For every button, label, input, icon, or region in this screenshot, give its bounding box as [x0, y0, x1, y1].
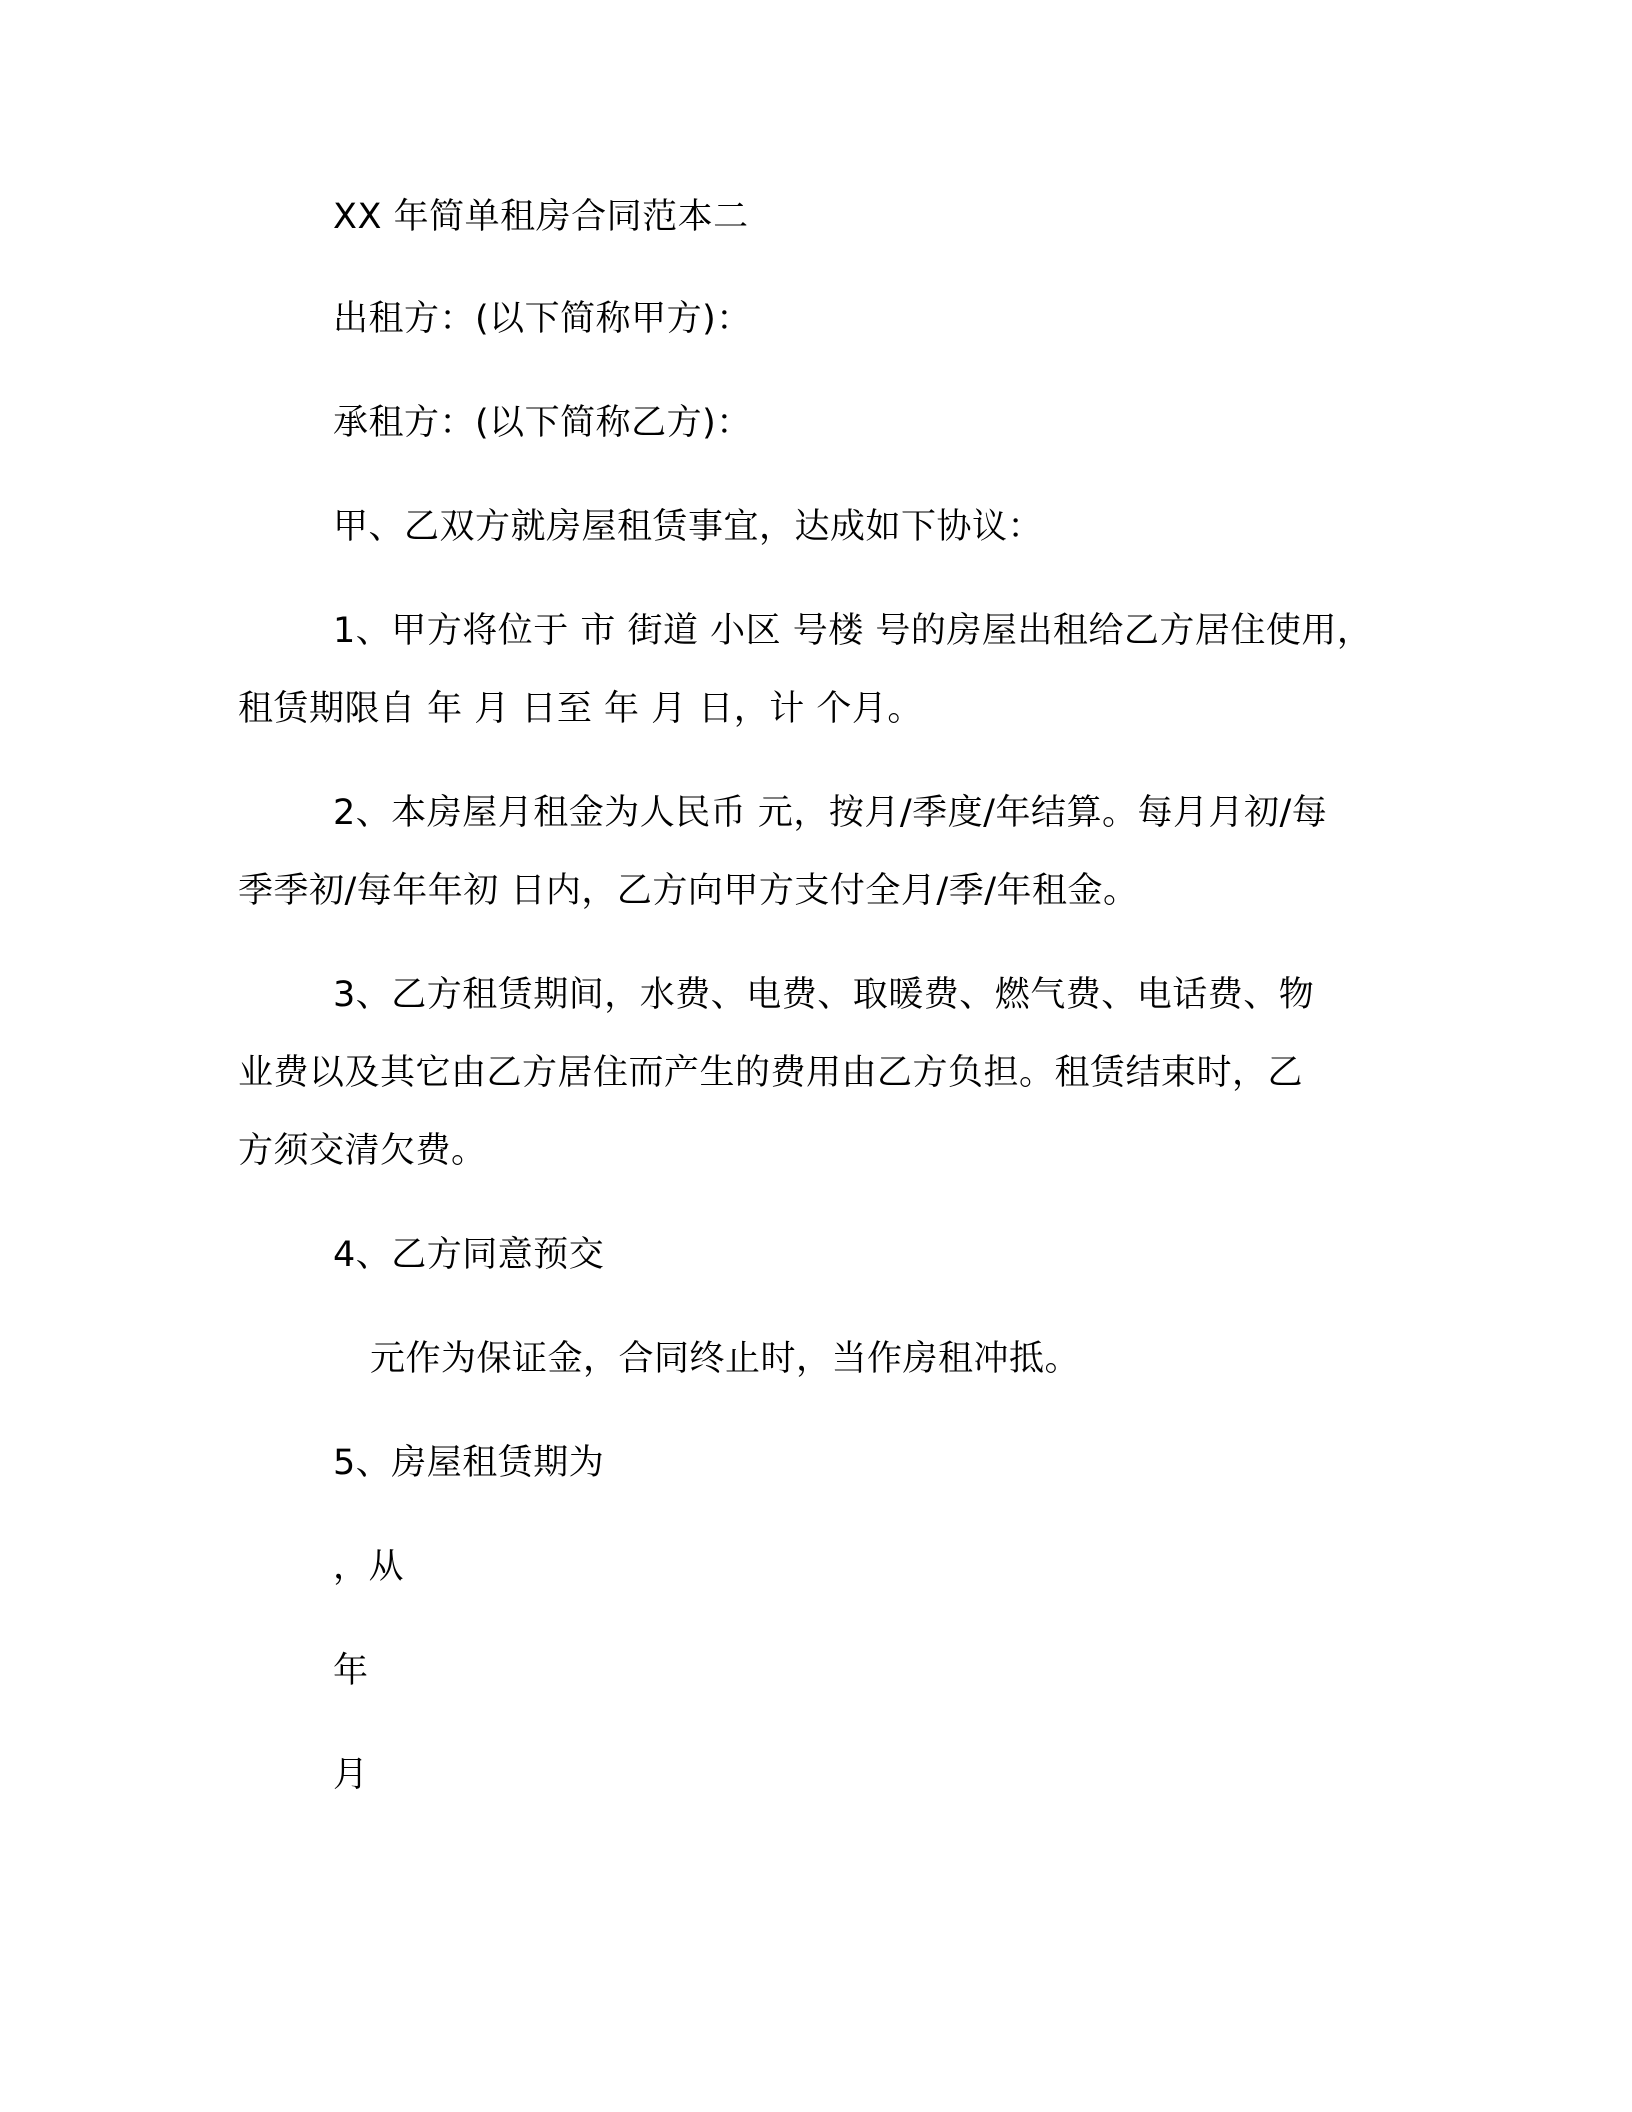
clause-2-line-1: 2、本房屋月租金为人民币 元，按月/季度/年结算。每月月初/每 [333, 793, 1328, 833]
clause-3-line-2: 业费以及其它由乙方居住而产生的费用由乙方负担。租赁结束时，乙 [238, 1053, 1304, 1093]
clause-1-line-1: 1、甲方将位于 市 街道 小区 号楼 号的房屋出租给乙方居住使用， [333, 611, 1373, 651]
clause-4-line-2: 元作为保证金，合同终止时，当作房租冲抵。 [370, 1339, 1081, 1379]
clause-2-line-2: 季季初/每年年初 日内，乙方向甲方支付全月/季/年租金。 [238, 871, 1139, 911]
clause-5-line-4: 月 [333, 1755, 369, 1795]
clause-5-line-1: 5、房屋租赁期为 [333, 1443, 605, 1483]
clause-5-line-2: ，从 [333, 1547, 405, 1587]
document-title: XX 年简单租房合同范本二 [333, 197, 749, 237]
clause-1-line-2: 租赁期限自 年 月 日至 年 月 日，计 个月。 [238, 689, 923, 729]
clause-3-line-3: 方须交清欠费。 [238, 1131, 487, 1171]
lessor-line: 出租方：(以下简称甲方)： [333, 299, 752, 339]
clause-5-line-3: 年 [333, 1651, 369, 1691]
lessee-line: 承租方：(以下简称乙方)： [333, 403, 752, 443]
preamble-line: 甲、乙双方就房屋租赁事宜，达成如下协议： [333, 507, 1044, 547]
clause-4-line-1: 4、乙方同意预交 [333, 1235, 605, 1275]
clause-3-line-1: 3、乙方租赁期间，水费、电费、取暖费、燃气费、电话费、物 [333, 975, 1315, 1015]
